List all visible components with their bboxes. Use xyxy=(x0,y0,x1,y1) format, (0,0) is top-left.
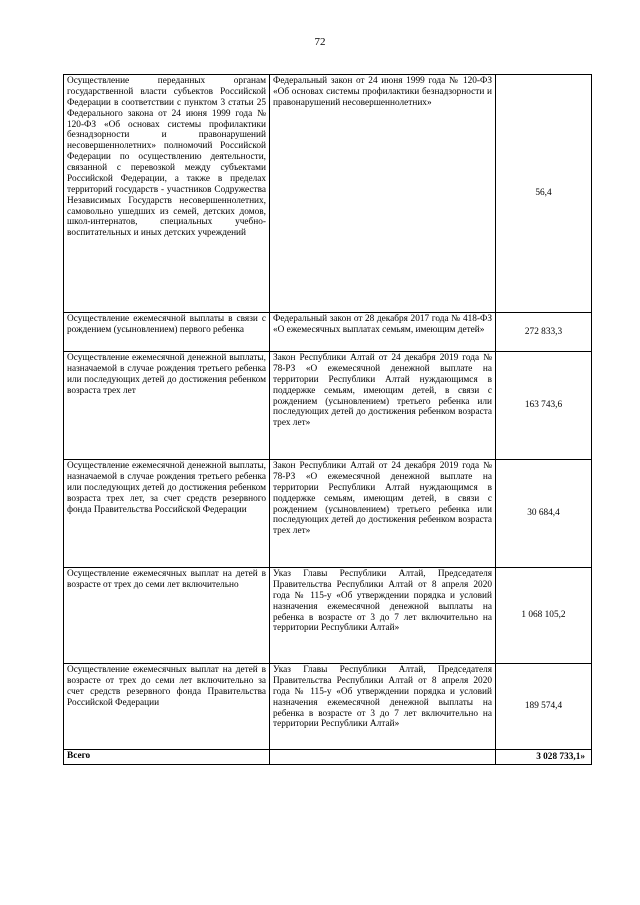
amount-cell: 56,4 xyxy=(496,75,592,313)
table-row xyxy=(64,568,592,664)
table-row xyxy=(64,313,592,352)
purpose-cell: Осуществление ежемесячной выплаты в связи с рождением (усыновлением) первого ребенка xyxy=(64,313,270,352)
amount-cell: 189 574,4 xyxy=(496,664,592,750)
legal-basis-cell: Указ Главы Республики Алтай, Председателя Правительства Республики Алтай от 8 апреля 2020 года № 115-у «Об утверждении порядка и условий назначения ежемесячной денежной выплаты на ребенка в возрасте от 3 до 7 лет включительно на территории Республики Алтай» xyxy=(270,568,496,664)
purpose-cell: Осуществление ежемесячных выплат на детей в возрасте от трех до семи лет включительно xyxy=(64,568,270,664)
legal-basis-cell: Закон Республики Алтай от 24 декабря 2019 года № 78-РЗ «О ежемесячной денежной выплате на территории Республики Алтай нуждающимся в поддержке семьям, имеющим детей, в связи с рождением (усыновлением) третьего ребенка или последующих детей до достижения ребенком возраста трех лет» xyxy=(270,352,496,460)
legal-basis-cell: Федеральный закон от 24 июня 1999 года № 120-ФЗ «Об основах системы профилактики безнадзорности и правонарушений несовершеннолетних» xyxy=(270,75,496,313)
legal-basis-cell: Закон Республики Алтай от 24 декабря 2019 года № 78-РЗ «О ежемесячной денежной выплате на территории Республики Алтай нуждающимся в поддержке семьям, имеющим детей, в связи с рождением (усыновлением) третьего ребенка или последующих детей до достижения ребенком возраста трех лет» xyxy=(270,460,496,568)
table-row xyxy=(64,664,592,750)
purpose-cell: Осуществление ежемесячной денежной выплаты, назначаемой в случае рождения третьего ребенка или последующих детей до достижения ребенком возраста трех лет, за счет средств резервного фонда Правительства Российской Федерации xyxy=(64,460,270,568)
amount-cell: 163 743,6 xyxy=(496,352,592,460)
page-number: 72 xyxy=(314,36,326,48)
total-label: Всего xyxy=(64,750,270,765)
total-empty-cell xyxy=(270,750,496,765)
amount-cell: 30 684,4 xyxy=(496,460,592,568)
purpose-cell: Осуществление переданных органам государственной власти субъектов Российской Федерации в соответствии с пунктом 3 статьи 25 Федерального закона от 24 июня 1999 года № 120-ФЗ «Об основах системы профилактики безнадзорности и правонарушений несовершеннолетних» полномочий Российской Федерации по осуществлению деятельности, связанной с перевозкой между субъектами Российской Федерации, а также в пределах территорий государств - участников Содружества Независимых Государств несовершеннолетних, самовольно ушедших из семей, детских домов, школ-интернатов, специальных учебно-воспитательных и иных детских учреждений xyxy=(64,75,270,313)
total-amount: 3 028 733,1» xyxy=(496,750,592,765)
amount-cell: 1 068 105,2 xyxy=(496,568,592,664)
table-row xyxy=(64,352,592,460)
total-row xyxy=(64,750,592,765)
table-row xyxy=(64,460,592,568)
table-row xyxy=(64,75,592,313)
legal-basis-cell: Указ Главы Республики Алтай, Председателя Правительства Республики Алтай от 8 апреля 2020 года № 115-у «Об утверждении порядка и условий назначения ежемесячной денежной выплаты на ребенка в возрасте от 3 до 7 лет включительно на территории Республики Алтай» xyxy=(270,664,496,750)
purpose-cell: Осуществление ежемесячной денежной выплаты, назначаемой в случае рождения третьего ребенка или последующих детей до достижения ребенком возраста трех лет xyxy=(64,352,270,460)
legal-basis-cell: Федеральный закон от 28 декабря 2017 года № 418-ФЗ «О ежемесячных выплатах семьям, имеющим детей» xyxy=(270,313,496,352)
amount-cell: 272 833,3 xyxy=(496,313,592,352)
budget-table-body xyxy=(64,75,592,765)
budget-table xyxy=(63,74,592,765)
purpose-cell: Осуществление ежемесячных выплат на детей в возрасте от трех до семи лет включительно за счет средств резервного фонда Правительства Российской Федерации xyxy=(64,664,270,750)
